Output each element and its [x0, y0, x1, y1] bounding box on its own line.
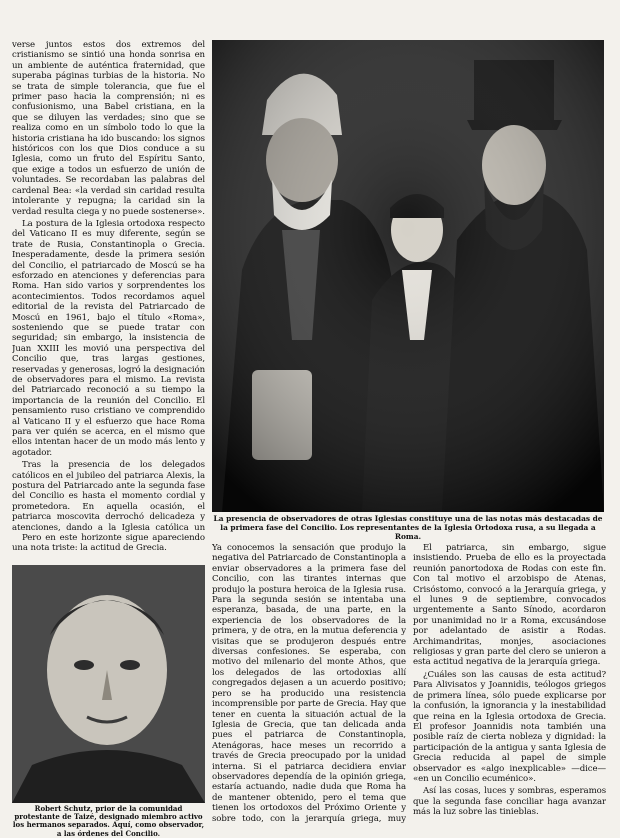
article-column-2 [212, 543, 406, 823]
article-column-3 [413, 543, 606, 823]
paragraph: La postura de la Iglesia ortodoxa respecto del Vaticano II es muy diferente, según se trate de Rusia, Constantinopla o Grecia. Inesperadamente, desde la primera sesión del Concilio, el patriarcado de Moscú se ha esforzado en atenciones y deferencias para Roma. Han sido varios y sorprendentes los acontecimientos. Todos recordamos aquel editorial de la revista del Patriarcado de Moscú en 1961, bajo el título «Roma», sosteniendo que se puede tratar con seguridad; sin embargo, la insistencia de Juan XXIII les movió una perspectiva del Concilio que, tras largas gestiones, reservadas y generosas, logró la designación de observadores para el mismo. La revista del Patriarcado reconoció a su tiempo la importancia de la reunión del Concilio. El pensamiento ruso cristiano ve comprendido al Vaticano II y el esfuerzo que hace Roma para ver quién se acerca, en el mismo que ellos intentan hacer de un modo más lento y agotador. [12, 218, 205, 458]
paragraph: ¿Cuáles son las causas de esta actitud? Para Alivisatos y Joannidis, teólogos griegos de primera línea, sólo puede explicarse por la confusión, la ignorancia y la inestabilidad que reina en la Iglesia ortodoxa de Grecia. El profesor Joannidis nota también una posible raíz de cierta nobleza y dignidad: la participación de la antigua y santa Iglesia de Grecia reducida al papel de simple observador es «algo inexplicable» —dice— «en un Concilio ecuménico». [413, 669, 606, 784]
paragraph: El patriarca, sin embargo, sigue insistiendo. Prueba de ello es la proyectada reunión panortodoxa de Rodas con este fin. Con tal motivo el arzobispo de Atenas, Crisóstomo, convocó a la Jerarquía griega, y el lunes 9 de septiembre, convocados urgentemente a Santo Sínodo, acordaron por unanimidad no ir a Roma, excusándose por adelantado de asistir a Rodas. Archimandritas, monjes, asociaciones religiosas y gran parte del clero se unieron a esta actitud negativa de la jerarquía griega. [413, 543, 606, 668]
paragraph: Tras la presencia de los delegados católicos en el jubileo del patriarca Alexis, la postura del Patriarcado ante la segunda fase del Concilio es hasta el momento cordial y prometedora. En aquella ocasión, el patriarca moscovita derrochó delicadeza y atenciones, dando a la Iglesia católica un [12, 460, 205, 532]
main-photo [212, 40, 604, 512]
paragraph: verse juntos estos dos extremos del cristianismo se sintió una honda sonrisa en un ambiente de auténtica fraternidad, que superaba páginas turbias de la historia. No se trata de simple tolerancia, que fue el primer paso hacia la comprensión; ni es confusionismo, una Babel cristiana, en la que se diluyen las verdades; sino que se realiza como en un símbolo todo lo que la historia cristiana ha ido buscando: los signos históricos con los que Dios conduce a su Iglesia, como un fruto del Espíritu Santo, que exige a todos un esfuerzo de unión de voluntades. Se recordaban las palabras del cardenal Bea: «la verdad sin caridad resulta intolerante y repugna; la caridad sin la verdad resulta ciega y no puede sostenerse». [12, 40, 205, 217]
paragraph: Así las cosas, luces y sombras, esperamos que la segunda fase conciliar haga avanzar más la luz sobre las tinieblas. [413, 786, 606, 818]
main-photo-image [212, 40, 604, 512]
article-column-1 [12, 40, 205, 532]
author-signature [413, 822, 606, 823]
portrait-photo-image [12, 565, 205, 803]
article-column-1-end [12, 533, 205, 559]
portrait-photo-caption: Robert Schutz, prior de la comunidad protestante de Taizé, designado miembro activo los hermanos separados. Aquí, como observador, a las órdenes del Concilio. [12, 804, 205, 838]
paragraph: Pero en este horizonte sigue apareciendo una nota triste: la actitud de Grecia. [12, 533, 205, 554]
paragraph: Ya conocemos la sensación que produjo la negativa del Patriarcado de Constantinopla a enviar observadores a la primera fase del Concilio, con las tirantes internas que produjo la postura heroica de la Iglesia rusa. Para la segunda sesión se intentaba una esperanza, basada, de una parte, en la experiencia de los observadores de la primera, y de otra, en la mutua deferencia y visitas que se produjeron después entre diversas confesiones. Se esperaba, con motivo del milenario del monte Athos, que los delegados de las ortodoxias allí congregados dejasen a un acuerdo positivo; pero se ha producido una resistencia incomprensible por parte de Grecia. Hay que tener en cuenta la situación actual de la Iglesia de Grecia, que tan delicada anda pues el patriarca de Constantinopla, Atenágoras, hace meses un recorrido a través de Grecia preocupado por la unidad interna. Si el patriarca decidiera enviar observadores dependía de la opinión griega, estaría actuando, nadie duda que Roma ha de mantener obtenido, pero el tema que tienen los ortodoxos del Próximo Oriente y sobre todo, con la jerarquía griega, muy [212, 543, 406, 823]
portrait-photo [12, 565, 205, 803]
main-photo-caption: La presencia de observadores de otras Iglesias constituye una de las notas más destacadas de la primera fase del Concilio. Los representantes de la Iglesia Ortodoxa rusa, a su llegada a Roma. [213, 514, 603, 541]
